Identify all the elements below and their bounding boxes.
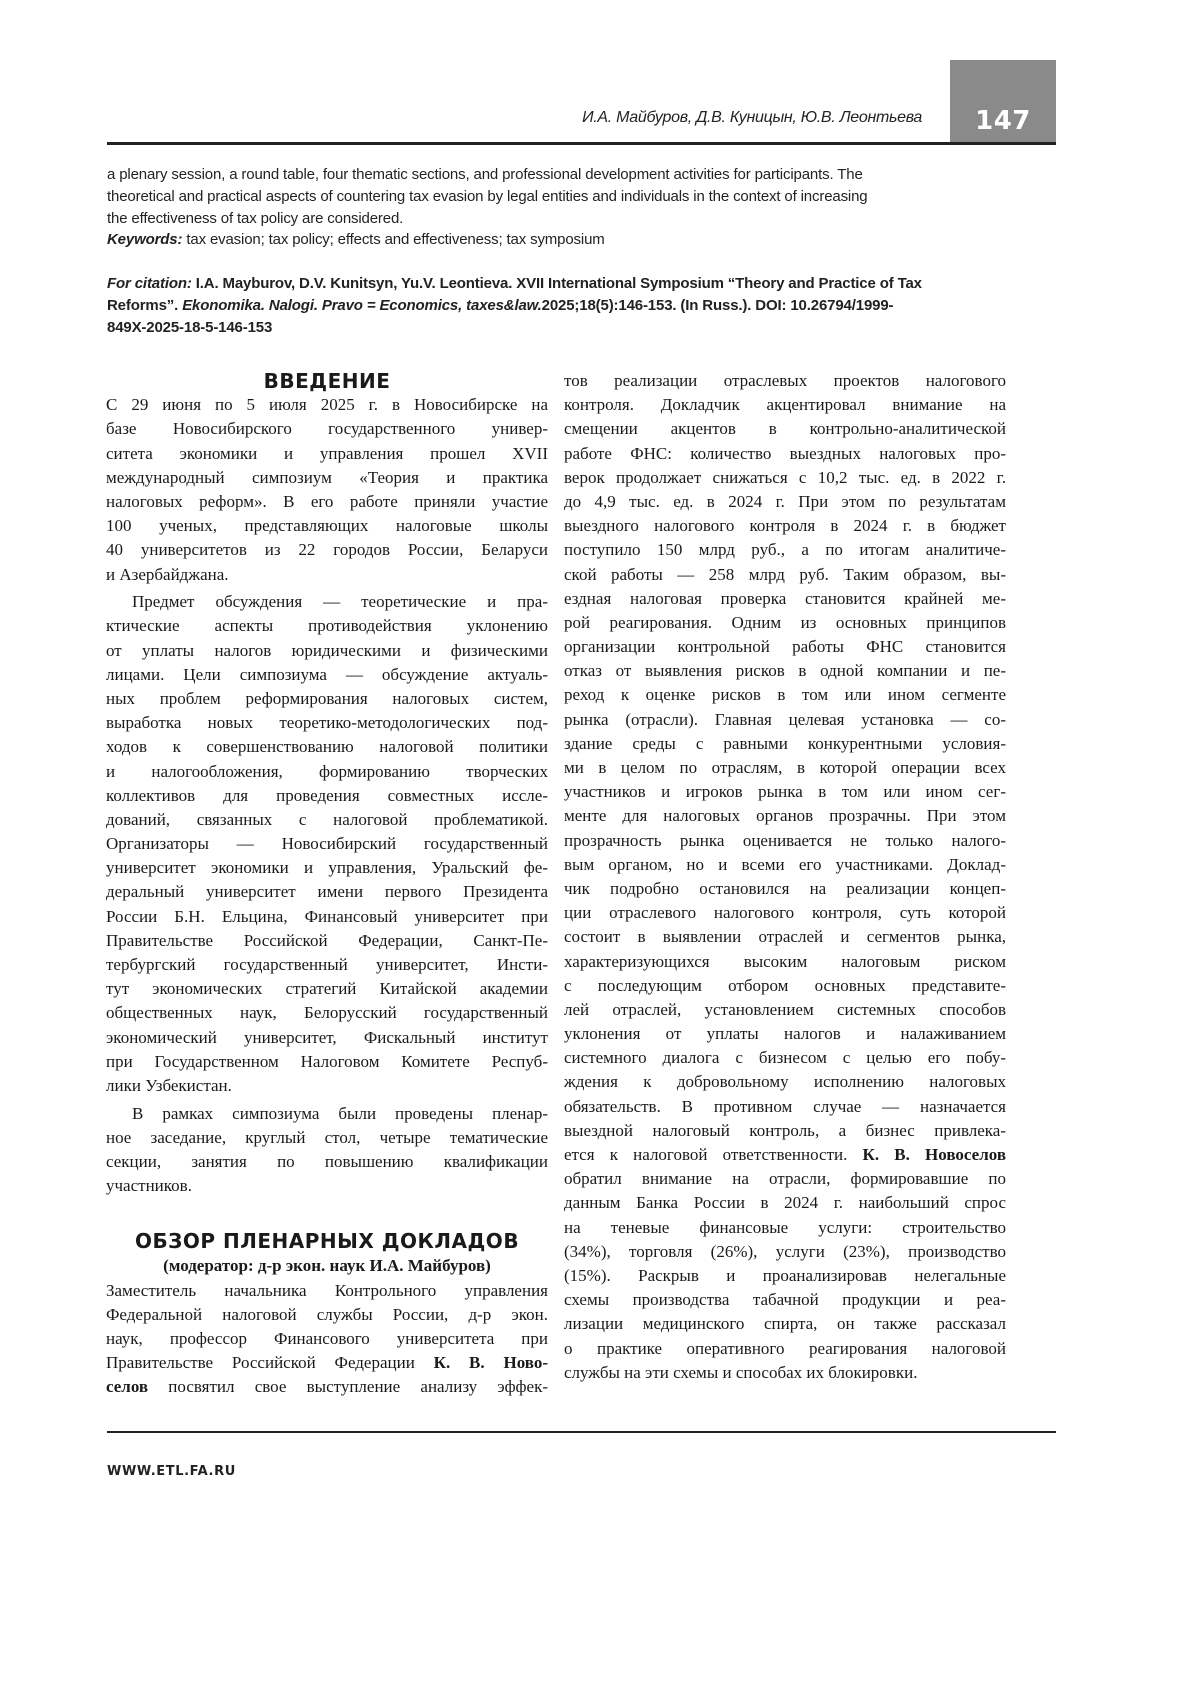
text-line: рой реагирования. Одним из основных принципов bbox=[564, 612, 1006, 632]
text-line: поступило 150 млрд руб., а по итогам аналитиче- bbox=[564, 540, 1006, 560]
text-line: участников и игроков рынка в том или ином сег- bbox=[564, 782, 1006, 802]
text-line: ных проблем реформирования налоговых систем, bbox=[106, 688, 548, 708]
emphasized-text: Reforms”. bbox=[107, 296, 183, 314]
text-line: ное заседание, круглый стол, четыре тематические bbox=[106, 1127, 548, 1147]
text-line: контроля. Докладчик акцентировал внимание на bbox=[564, 395, 1006, 415]
text-line: обратил внимание на отрасли, формировавшие по bbox=[564, 1169, 1006, 1189]
text-line bbox=[107, 164, 1007, 186]
text-line: рынка (отрасли). Главная целевая установка — со- bbox=[564, 709, 1006, 729]
text-line: ции отраслевого налогового контроля, суть которой bbox=[564, 903, 1006, 923]
text-line: вым органом, но и всеми его участниками. Доклад- bbox=[564, 854, 1006, 874]
text-line: деральный университет имени первого Президента bbox=[106, 882, 548, 902]
text-line bbox=[107, 229, 1007, 251]
text-line: лизации медицинского спирта, он также рассказал bbox=[564, 1314, 1006, 1334]
text-line: состоит в выявлении отраслей и сегментов рынка, bbox=[564, 927, 1006, 947]
text-line: и Азербайджана. bbox=[106, 564, 229, 584]
text-line: 100 ученых, представляющих налоговые школы bbox=[106, 516, 548, 536]
text-line: тут экономических стратегий Китайской академии bbox=[106, 979, 548, 999]
text-line bbox=[107, 295, 1007, 317]
right-column bbox=[564, 369, 1006, 1388]
text-line: наук, профессор Финансового университета при bbox=[106, 1328, 548, 1348]
text-line bbox=[106, 1375, 548, 1399]
section-heading: ВВЕДЕНИЕ bbox=[263, 369, 391, 393]
text-line: общественных наук, Белорусский государственный bbox=[106, 1003, 548, 1023]
text-line: на теневые финансовые услуги: строительство bbox=[564, 1217, 1006, 1237]
text-line: системного диалога с бизнесом с целью его побу- bbox=[564, 1048, 1006, 1068]
text-line: выездного налогового контроля в 2024 г. в бюджет bbox=[564, 516, 1006, 536]
text-line: лицами. Цели симпозиума — обсуждение актуаль- bbox=[106, 664, 548, 684]
text-line: верок продолжает снижаться с 10,2 тыс. ед. в 2022 г. bbox=[564, 467, 1006, 487]
text-line: лей отраслей, установлением системных способов bbox=[564, 999, 1006, 1019]
text-line: Правительстве Российской Федерации, Санкт-Пе- bbox=[106, 930, 548, 950]
text-line: здание среды с равными конкурентными условия- bbox=[564, 733, 1006, 753]
emphasized-text: Ekonomika. Nalogi. Pravo = Economics, taxes&law. bbox=[182, 296, 542, 314]
text-line: от уплаты налогов юридическими и физическими bbox=[106, 640, 548, 660]
text-line: прозрачность рынка оценивается не только налого- bbox=[564, 830, 1006, 850]
paragraph bbox=[106, 1279, 548, 1400]
abstract bbox=[107, 164, 1007, 251]
text-line: налоговых реформ». В его работе приняли участие bbox=[106, 491, 548, 511]
text-line: лики Узбекистан. bbox=[106, 1075, 232, 1095]
text-segment: theoretical and practical aspects of countering tax evasion by legal entities and individuals in the context of increasing bbox=[107, 187, 868, 205]
text-line: России Б.Н. Ельцина, Финансовый университет при bbox=[106, 906, 548, 926]
text-segment: ется к налоговой ответственности. bbox=[564, 1145, 863, 1164]
text-line: ситета экономики и управления прошел XVII bbox=[106, 443, 548, 463]
left-column bbox=[106, 369, 548, 1403]
text-line: ктические аспекты противодействия уклонению bbox=[106, 616, 548, 636]
emphasized-text: 849X-2025-18-5-146-153 bbox=[107, 318, 273, 336]
text-line: чик подробно остановился на реализации концеп- bbox=[564, 878, 1006, 898]
text-line: характеризующихся высоким налоговым риском bbox=[564, 951, 1006, 971]
text-line: с последующим отбором основных представите- bbox=[564, 975, 1006, 995]
text-line: экономический университет, Фискальный институт bbox=[106, 1027, 548, 1047]
text-line: отказ от выявления рисков в одной компании и пе- bbox=[564, 661, 1006, 681]
text-line: В рамках симпозиума были проведены пленар- bbox=[132, 1103, 548, 1123]
text-line: работе ФНС: количество выездных налоговых про- bbox=[564, 443, 1006, 463]
text-line: тербургский государственный университет, Инсти- bbox=[106, 955, 548, 974]
text-segment: the effectiveness of tax policy are considered. bbox=[107, 209, 404, 227]
text-line: обязательств. В противном случае — назначается bbox=[564, 1096, 1006, 1116]
text-line: и налогообложения, формированию творческих bbox=[106, 761, 548, 781]
emphasized-text: К. В. Ново- bbox=[433, 1353, 548, 1373]
text-line: коллективов для проведения совместных иссле- bbox=[106, 785, 548, 805]
text-line bbox=[107, 186, 1007, 208]
text-line: о практике оперативного реагирования налоговой bbox=[564, 1338, 1006, 1358]
header-rule bbox=[107, 142, 1056, 145]
emphasized-text: К. В. Новоселов bbox=[862, 1145, 1006, 1164]
section-subheading: (модератор: д-р экон. наук И.А. Майбуров) bbox=[163, 1256, 491, 1276]
citation bbox=[107, 273, 1007, 338]
paragraph bbox=[106, 1102, 548, 1199]
section-heading: ОБЗОР ПЛЕНАРНЫХ ДОКЛАДОВ bbox=[134, 1229, 520, 1254]
text-line: (34%), торговля (26%), услуги (23%), производство bbox=[564, 1241, 1006, 1261]
text-line: Предмет обсуждения — теоретические и пра- bbox=[132, 592, 548, 612]
text-line bbox=[107, 317, 1007, 339]
text-line: Организаторы — Новосибирский государственный bbox=[106, 834, 548, 854]
text-line: секции, занятия по повышению квалификации bbox=[106, 1152, 548, 1171]
text-line: реход к оценке рисков в том или ином сегменте bbox=[564, 685, 1006, 705]
text-line: выработка новых теоретико-методологических под- bbox=[106, 713, 548, 733]
text-line: базе Новосибирского государственного универ- bbox=[106, 419, 548, 439]
emphasized-text: For citation: bbox=[107, 275, 192, 292]
text-line: Федеральной налоговой службы России, д-р экон. bbox=[106, 1304, 548, 1324]
text-line: выездной налоговый контроль, а бизнес привлека- bbox=[564, 1120, 1006, 1140]
emphasized-text: селов bbox=[106, 1377, 149, 1397]
page-number: 147 bbox=[975, 106, 1031, 136]
text-line: Заместитель начальника Контрольного управления bbox=[106, 1280, 548, 1300]
text-line bbox=[107, 273, 1007, 295]
journal-website-link[interactable]: WWW.ETL.FA.RU bbox=[107, 1464, 236, 1479]
text-line: международный симпозиум «Теория и практика bbox=[106, 467, 548, 487]
emphasized-text: Keywords: bbox=[107, 231, 183, 249]
text-line: (15%). Раскрыв и проанализировав нелегальные bbox=[564, 1265, 1006, 1285]
text-line bbox=[106, 1351, 548, 1375]
paragraph bbox=[564, 369, 1006, 1385]
text-line: тов реализации отраслевых проектов налогового bbox=[564, 371, 1006, 390]
text-segment: a plenary session, a round table, four thematic sections, and professional development activities for participants. The bbox=[107, 166, 863, 183]
paragraph bbox=[106, 393, 548, 587]
text-line: ми в целом по отраслям, в которой операции всех bbox=[564, 758, 1006, 777]
running-header-authors: И.А. Майбуров, Д.В. Куницын, Ю.В. Леонтьева bbox=[582, 109, 922, 126]
text-line: до 4,9 тыс. ед. в 2024 г. При этом по результатам bbox=[564, 491, 1006, 511]
text-segment: посвятил свое выступление анализу эффек- bbox=[148, 1377, 548, 1397]
text-line: при Государственном Налоговом Комитете Респуб- bbox=[106, 1051, 548, 1071]
text-line: 40 университетов из 22 городов России, Беларуси bbox=[106, 540, 548, 560]
text-segment: Правительстве Российской Федерации bbox=[106, 1353, 434, 1373]
text-line: данным Банка России в 2024 г. наибольший спрос bbox=[564, 1193, 1006, 1213]
text-line: университет экономики и управления, Уральский фе- bbox=[106, 858, 548, 878]
emphasized-text: I.A. Mayburov, D.V. Kunitsyn, Yu.V. Leontieva. XVII International Symposium “Theory and Practice of Tax bbox=[191, 275, 922, 292]
text-segment: tax evasion; tax policy; effects and effectiveness; tax symposium bbox=[182, 231, 605, 249]
text-line: менте для налоговых органов прозрачны. При этом bbox=[564, 806, 1006, 826]
emphasized-text: 2025;18(5):146-153. (In Russ.). DOI: 10.26794/1999- bbox=[541, 296, 894, 314]
text-line: уклонения от уплаты налогов и налаживанием bbox=[564, 1024, 1006, 1044]
text-line: дований, связанных с налоговой проблематикой. bbox=[106, 809, 548, 829]
text-line: организации контрольной работы ФНС становится bbox=[564, 637, 1006, 657]
text-line: ской работы — 258 млрд руб. Таким образом, вы- bbox=[564, 564, 1006, 584]
text-line: ездная налоговая проверка становится крайней ме- bbox=[564, 588, 1006, 608]
paragraph bbox=[106, 590, 548, 1098]
text-line: участников. bbox=[106, 1176, 192, 1196]
text-line: службы на эти схемы и способах их блокировки. bbox=[564, 1362, 918, 1382]
text-line: ждения к добровольному исполнению налоговых bbox=[564, 1072, 1006, 1092]
text-line: схемы производства табачной продукции и реа- bbox=[564, 1290, 1006, 1310]
text-line: смещении акцентов в контрольно-аналитической bbox=[564, 419, 1006, 439]
text-line: С 29 июня по 5 июля 2025 г. в Новосибирске на bbox=[106, 395, 548, 415]
text-line: ходов к совершенствованию налоговой политики bbox=[106, 737, 548, 757]
text-line bbox=[564, 1143, 1006, 1167]
text-line bbox=[107, 208, 1007, 230]
footer-rule bbox=[107, 1431, 1056, 1433]
